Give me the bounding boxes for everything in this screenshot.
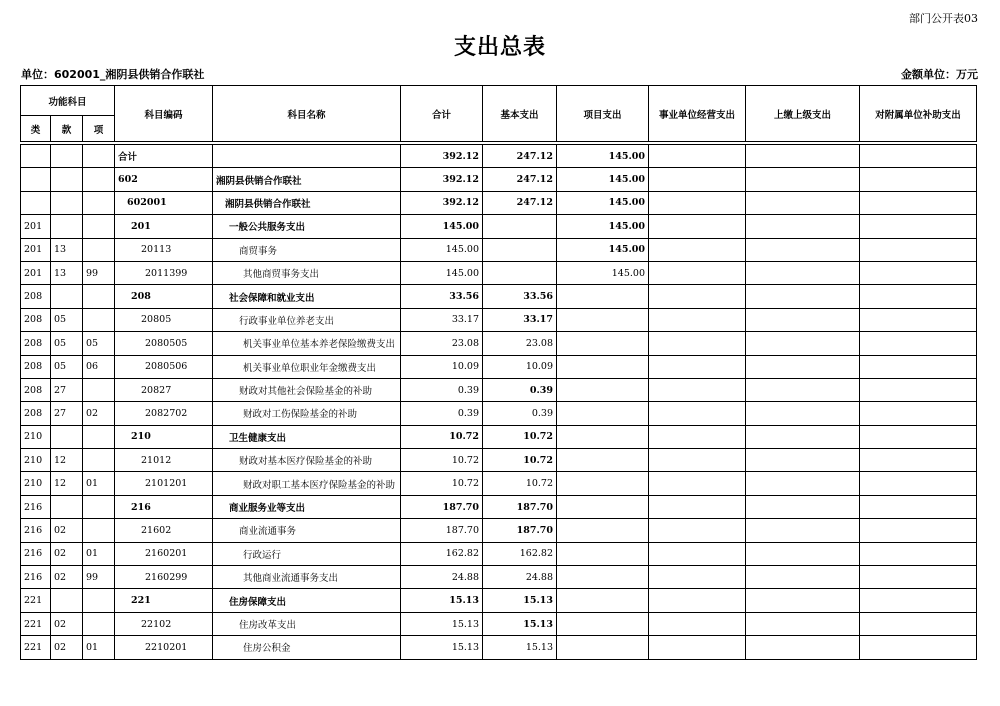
cell-lei: 201 [21,261,51,284]
unit-label: 单位：602001_湘阴县供销合作联社 [21,68,205,81]
cell-business [649,308,746,331]
cell-subsidy [860,542,977,565]
cell-kuan: 02 [51,636,83,659]
cell-business [649,566,746,589]
cell-upper [746,285,860,308]
cell-lei: 201 [21,215,51,238]
cell-xiang: 05 [83,332,115,355]
cell-business [649,612,746,635]
cell-total: 10.09 [401,355,483,378]
cell-upper [746,425,860,448]
cell-project: 145.00 [557,145,649,168]
header-kuan: 款 [51,116,83,142]
cell-upper [746,519,860,542]
cell-code: 20805 [115,308,213,331]
table-row [21,215,977,238]
cell-total: 392.12 [401,191,483,214]
table-row [21,308,977,331]
cell-name: 商业服务业等支出 [213,495,401,518]
cell-lei: 210 [21,425,51,448]
cell-business [649,168,746,191]
cell-lei [21,191,51,214]
header-upper: 上缴上级支出 [746,86,860,142]
cell-xiang: 01 [83,472,115,495]
cell-kuan: 02 [51,566,83,589]
cell-code: 221 [115,589,213,612]
table-row [21,542,977,565]
cell-name: 住房改革支出 [213,612,401,635]
cell-lei: 201 [21,238,51,261]
cell-subsidy [860,495,977,518]
cell-lei: 208 [21,308,51,331]
cell-basic: 10.72 [483,472,557,495]
cell-project: 145.00 [557,215,649,238]
cell-upper [746,215,860,238]
table-row [21,612,977,635]
table-row [21,355,977,378]
cell-code: 201 [115,215,213,238]
cell-xiang: 06 [83,355,115,378]
cell-code: 21602 [115,519,213,542]
cell-total: 145.00 [401,261,483,284]
cell-lei: 208 [21,402,51,425]
cell-kuan [51,168,83,191]
cell-code: 2011399 [115,261,213,284]
cell-business [649,636,746,659]
cell-total: 23.08 [401,332,483,355]
cell-code: 22102 [115,612,213,635]
cell-kuan [51,589,83,612]
cell-xiang [83,495,115,518]
table-row [21,378,977,401]
cell-code: 合计 [115,145,213,168]
cell-name: 财政对职工基本医疗保险基金的补助 [213,472,401,495]
cell-name: 行政事业单位养老支出 [213,308,401,331]
cell-lei: 216 [21,566,51,589]
cell-code: 21012 [115,449,213,472]
page-title: 支出总表 [453,35,546,60]
cell-business [649,191,746,214]
cell-lei [21,145,51,168]
cell-name: 财政对工伤保险基金的补助 [213,402,401,425]
cell-kuan [51,425,83,448]
cell-xiang [83,519,115,542]
cell-business [649,332,746,355]
table-row [21,332,977,355]
cell-code: 2160299 [115,566,213,589]
cell-name: 商业流通事务 [213,519,401,542]
cell-business [649,378,746,401]
cell-business [649,449,746,472]
money-unit-label: 金额单位：万元 [901,68,978,81]
cell-total: 10.72 [401,425,483,448]
cell-lei: 216 [21,495,51,518]
cell-kuan [51,215,83,238]
cell-code: 20827 [115,378,213,401]
cell-basic: 247.12 [483,191,557,214]
cell-upper [746,261,860,284]
cell-kuan: 12 [51,472,83,495]
cell-lei: 221 [21,612,51,635]
cell-subsidy [860,566,977,589]
cell-kuan [51,495,83,518]
cell-code: 208 [115,285,213,308]
cell-subsidy [860,191,977,214]
cell-total: 33.17 [401,308,483,331]
cell-xiang [83,238,115,261]
cell-project [557,542,649,565]
cell-code: 20113 [115,238,213,261]
cell-code: 602 [115,168,213,191]
cell-subsidy [860,238,977,261]
cell-name: 其他商贸事务支出 [213,261,401,284]
cell-upper [746,308,860,331]
table-row [21,285,977,308]
cell-project [557,285,649,308]
table-row [21,402,977,425]
cell-upper [746,636,860,659]
cell-lei: 216 [21,519,51,542]
cell-project: 145.00 [557,238,649,261]
cell-project [557,402,649,425]
cell-business [649,495,746,518]
cell-name: 一般公共服务支出 [213,215,401,238]
cell-code: 2082702 [115,402,213,425]
cell-subsidy [860,285,977,308]
cell-upper [746,402,860,425]
cell-lei: 208 [21,285,51,308]
cell-basic: 23.08 [483,332,557,355]
cell-total: 0.39 [401,378,483,401]
table-row [21,261,977,284]
cell-xiang: 99 [83,261,115,284]
cell-subsidy [860,261,977,284]
cell-upper [746,566,860,589]
header-total: 合计 [401,86,483,142]
header-name: 科目名称 [213,86,401,142]
cell-business [649,238,746,261]
cell-name: 行政运行 [213,542,401,565]
cell-business [649,215,746,238]
cell-xiang [83,191,115,214]
header-business: 事业单位经营支出 [649,86,746,142]
header-func: 功能科目 [21,86,115,116]
expenditure-table [20,85,977,660]
cell-kuan: 05 [51,308,83,331]
cell-project [557,332,649,355]
cell-business [649,519,746,542]
cell-name [213,145,401,168]
cell-kuan: 27 [51,378,83,401]
cell-lei: 216 [21,542,51,565]
table-row [21,472,977,495]
cell-xiang [83,612,115,635]
header-xiang: 项 [83,116,115,142]
cell-kuan: 02 [51,542,83,565]
cell-total: 10.72 [401,472,483,495]
cell-business [649,285,746,308]
cell-name: 湘阴县供销合作联社 [213,191,401,214]
table-row [21,238,977,261]
cell-code: 2080505 [115,332,213,355]
cell-subsidy [860,145,977,168]
cell-total: 392.12 [401,168,483,191]
cell-total: 162.82 [401,542,483,565]
cell-kuan: 27 [51,402,83,425]
cell-code: 2101201 [115,472,213,495]
cell-code: 2210201 [115,636,213,659]
cell-basic: 15.13 [483,612,557,635]
cell-project [557,355,649,378]
cell-subsidy [860,168,977,191]
cell-xiang: 99 [83,566,115,589]
cell-project [557,472,649,495]
cell-lei [21,168,51,191]
cell-total: 187.70 [401,519,483,542]
cell-basic: 24.88 [483,566,557,589]
cell-lei: 208 [21,378,51,401]
cell-basic: 0.39 [483,378,557,401]
table-row [21,191,977,214]
cell-xiang [83,378,115,401]
cell-total: 187.70 [401,495,483,518]
header-project: 项目支出 [557,86,649,142]
cell-basic: 162.82 [483,542,557,565]
header-subsidy: 对附属单位补助支出 [860,86,977,142]
cell-basic: 187.70 [483,495,557,518]
header-basic: 基本支出 [483,86,557,142]
cell-upper [746,355,860,378]
cell-basic: 15.13 [483,636,557,659]
cell-xiang [83,425,115,448]
cell-kuan: 02 [51,612,83,635]
cell-subsidy [860,355,977,378]
cell-kuan [51,285,83,308]
cell-total: 0.39 [401,402,483,425]
cell-code: 2160201 [115,542,213,565]
cell-lei: 208 [21,355,51,378]
cell-kuan: 13 [51,238,83,261]
cell-subsidy [860,636,977,659]
cell-upper [746,495,860,518]
cell-subsidy [860,472,977,495]
cell-project [557,636,649,659]
table-row [21,449,977,472]
table-row [21,589,977,612]
cell-business [649,261,746,284]
cell-kuan: 13 [51,261,83,284]
cell-code: 2080506 [115,355,213,378]
cell-xiang [83,215,115,238]
cell-name: 住房保障支出 [213,589,401,612]
table-body [21,145,977,660]
cell-kuan [51,191,83,214]
cell-project: 145.00 [557,168,649,191]
cell-lei: 210 [21,472,51,495]
cell-upper [746,542,860,565]
table-row [21,636,977,659]
cell-upper [746,238,860,261]
cell-project [557,589,649,612]
cell-lei: 210 [21,449,51,472]
cell-subsidy [860,425,977,448]
cell-kuan: 05 [51,332,83,355]
cell-basic: 33.17 [483,308,557,331]
cell-subsidy [860,519,977,542]
cell-basic: 247.12 [483,168,557,191]
cell-business [649,355,746,378]
cell-subsidy [860,215,977,238]
cell-name: 其他商业流通事务支出 [213,566,401,589]
table-row [21,495,977,518]
cell-total: 33.56 [401,285,483,308]
cell-xiang [83,449,115,472]
cell-basic [483,238,557,261]
cell-project [557,612,649,635]
cell-upper [746,191,860,214]
cell-basic: 247.12 [483,145,557,168]
cell-name: 机关事业单位基本养老保险缴费支出 [213,332,401,355]
cell-business [649,145,746,168]
cell-xiang: 01 [83,636,115,659]
cell-project [557,308,649,331]
cell-upper [746,589,860,612]
cell-name: 湘阴县供销合作联社 [213,168,401,191]
cell-basic: 0.39 [483,402,557,425]
cell-xiang [83,308,115,331]
cell-xiang [83,589,115,612]
cell-upper [746,332,860,355]
cell-total: 145.00 [401,215,483,238]
cell-basic [483,215,557,238]
cell-upper [746,168,860,191]
cell-upper [746,378,860,401]
table-row [21,566,977,589]
table-row [21,168,977,191]
cell-name: 财政对基本医疗保险基金的补助 [213,449,401,472]
cell-xiang [83,285,115,308]
cell-total: 24.88 [401,566,483,589]
cell-name: 机关事业单位职业年金缴费支出 [213,355,401,378]
cell-project: 145.00 [557,261,649,284]
cell-kuan: 05 [51,355,83,378]
cell-basic: 187.70 [483,519,557,542]
cell-xiang [83,168,115,191]
cell-total: 145.00 [401,238,483,261]
cell-subsidy [860,378,977,401]
table-row [21,425,977,448]
table-row [21,145,977,168]
cell-total: 15.13 [401,612,483,635]
cell-name: 卫生健康支出 [213,425,401,448]
cell-name: 社会保障和就业支出 [213,285,401,308]
cell-project [557,495,649,518]
header-lei: 类 [21,116,51,142]
cell-basic: 15.13 [483,589,557,612]
cell-basic: 10.09 [483,355,557,378]
cell-xiang [83,145,115,168]
cell-subsidy [860,449,977,472]
cell-subsidy [860,612,977,635]
cell-project [557,566,649,589]
cell-project: 145.00 [557,191,649,214]
cell-name: 财政对其他社会保险基金的补助 [213,378,401,401]
cell-subsidy [860,402,977,425]
cell-code: 216 [115,495,213,518]
cell-business [649,542,746,565]
header-code: 科目编码 [115,86,213,142]
cell-business [649,472,746,495]
cell-business [649,589,746,612]
cell-kuan: 02 [51,519,83,542]
cell-subsidy [860,589,977,612]
cell-xiang: 02 [83,402,115,425]
cell-project [557,425,649,448]
cell-upper [746,472,860,495]
cell-lei: 208 [21,332,51,355]
cell-code: 210 [115,425,213,448]
cell-business [649,425,746,448]
cell-basic: 10.72 [483,425,557,448]
cell-basic [483,261,557,284]
cell-upper [746,145,860,168]
table-row [21,519,977,542]
cell-subsidy [860,332,977,355]
cell-total: 392.12 [401,145,483,168]
cell-project [557,519,649,542]
cell-lei: 221 [21,636,51,659]
cell-name: 商贸事务 [213,238,401,261]
cell-name: 住房公积金 [213,636,401,659]
cell-kuan [51,145,83,168]
cell-code: 602001 [115,191,213,214]
cell-total: 15.13 [401,589,483,612]
cell-subsidy [860,308,977,331]
cell-project [557,378,649,401]
cell-total: 10.72 [401,449,483,472]
cell-business [649,402,746,425]
cell-upper [746,612,860,635]
cell-kuan: 12 [51,449,83,472]
cell-lei: 221 [21,589,51,612]
cell-upper [746,449,860,472]
form-number: 部门公开表03 [909,12,978,25]
cell-basic: 10.72 [483,449,557,472]
cell-total: 15.13 [401,636,483,659]
cell-project [557,449,649,472]
cell-xiang: 01 [83,542,115,565]
cell-basic: 33.56 [483,285,557,308]
